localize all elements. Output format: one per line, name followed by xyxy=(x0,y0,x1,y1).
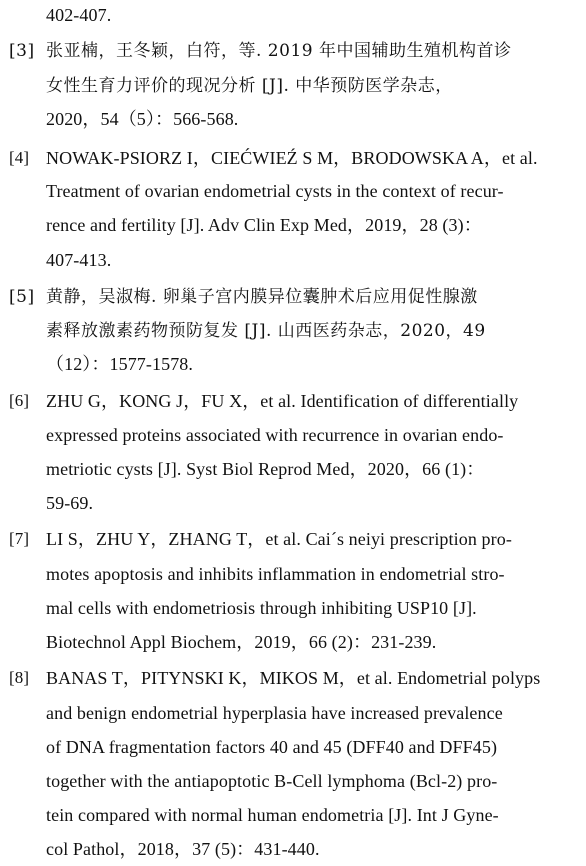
reference-line xyxy=(0,557,586,591)
reference-line xyxy=(0,452,586,486)
reference-text: 402-407. xyxy=(46,5,112,25)
reference-text: rence and fertility [J]. Adv Clin Exp Med，2019，28 (3)： xyxy=(46,215,482,235)
reference-text: LI S，ZHU Y，ZHANG T，et al. Cai´s neiyi prescription pro- xyxy=(46,529,512,549)
reference-text: of DNA fragmentation factors 40 and 45 (DFF40 and DFF45) xyxy=(46,737,498,757)
reference-line xyxy=(0,280,586,314)
reference-line xyxy=(0,347,586,381)
reference-text: 女性生育力评价的现况分析 [J]. 中华预防医学杂志， xyxy=(46,76,453,96)
reference-line xyxy=(0,764,586,798)
reference-text: Treatment of ovarian endometrial cysts in the context of recur- xyxy=(46,181,504,201)
reference-line xyxy=(0,0,586,32)
reference-text: col Pathol，2018，37 (5)：431-440. xyxy=(46,839,320,859)
reference-text: 张亚楠，王冬颖，白符，等. 2019 年中国辅助生殖机构首诊 xyxy=(46,41,512,61)
reference-text: together with the antiapoptotic B-Cell lymphoma (Bcl-2) pro- xyxy=(46,771,498,791)
reference-line xyxy=(0,174,586,208)
reference-line xyxy=(0,696,586,730)
reference-text: mal cells with endometriosis through inhibiting USP10 [J]. xyxy=(46,598,477,618)
reference-line xyxy=(0,730,586,764)
reference-line xyxy=(0,661,586,695)
reference-text: BANAS T，PITYNSKI K，MIKOS M，et al. Endometrial polyps xyxy=(46,668,541,688)
reference-text: （12）：1577-1578. xyxy=(46,354,193,374)
reference-number: [4] xyxy=(9,148,30,167)
reference-line xyxy=(0,69,586,103)
reference-line xyxy=(0,141,586,175)
reference-text: and benign endometrial hyperplasia have increased prevalence xyxy=(46,703,503,723)
reference-line xyxy=(0,418,586,452)
reference-text: 黄静，吴淑梅. 卵巢子宫内膜异位囊肿术后应用促性腺激 xyxy=(46,287,478,307)
reference-number: [8] xyxy=(9,668,30,687)
reference-text: expressed proteins associated with recurrence in ovarian endo- xyxy=(46,425,504,445)
reference-line xyxy=(0,832,586,866)
reference-number: [5] xyxy=(9,287,35,307)
reference-text: Biotechnol Appl Biochem，2019，66 (2)：231-239. xyxy=(46,632,437,652)
reference-text: metriotic cysts [J]. Syst Biol Reprod Med，2020，66 (1)： xyxy=(46,459,485,479)
reference-text: NOWAK-PSIORZ I，CIEĆWIEŹ S M，BRODOWSKA A，et al. xyxy=(46,148,538,168)
reference-number: [3] xyxy=(9,41,35,61)
reference-line xyxy=(0,486,586,520)
reference-text: 2020，54（5）：566-568. xyxy=(46,109,239,129)
reference-text: 素释放激素药物预防复发 [J]. 山西医药杂志，2020，49 xyxy=(46,321,486,341)
reference-text: motes apoptosis and inhibits inflammation in endometrial stro- xyxy=(46,564,505,584)
reference-line xyxy=(0,314,586,348)
reference-line xyxy=(0,798,586,832)
reference-line xyxy=(0,384,586,418)
reference-text: 407-413. xyxy=(46,250,112,270)
reference-text: 59-69. xyxy=(46,493,94,513)
reference-line xyxy=(0,591,586,625)
reference-line xyxy=(0,34,586,68)
reference-line xyxy=(0,625,586,659)
reference-number: [6] xyxy=(9,391,30,410)
reference-text: tein compared with normal human endometria [J]. Int J Gyne- xyxy=(46,805,499,825)
reference-line xyxy=(0,102,586,136)
reference-line xyxy=(0,522,586,556)
reference-number: [7] xyxy=(9,529,30,548)
reference-line xyxy=(0,208,586,242)
reference-text: ZHU G，KONG J，FU X，et al. Identification of differentially xyxy=(46,391,519,411)
reference-line xyxy=(0,243,586,277)
